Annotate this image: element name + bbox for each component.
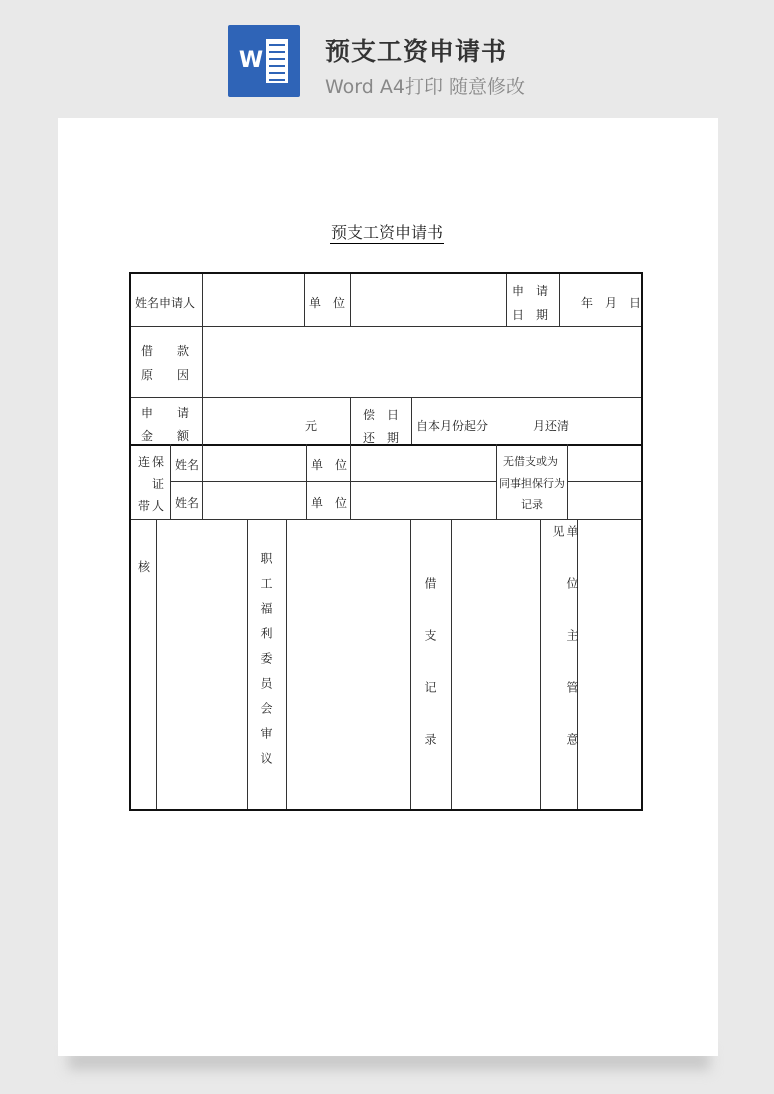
document-title: 预支工资申请书 bbox=[330, 223, 443, 242]
guarantor-label-c: 证 bbox=[152, 477, 165, 491]
guarantor-label-e: 人 bbox=[152, 499, 165, 513]
word-icon: W bbox=[228, 25, 300, 97]
reason-label-top: 借 款 bbox=[141, 344, 190, 358]
applicant-name-label: 姓名申请人 bbox=[135, 296, 196, 310]
reason-field[interactable] bbox=[203, 327, 641, 397]
record-line-1: 无借支或为 bbox=[503, 455, 558, 468]
page-header bbox=[0, 0, 774, 110]
application-form bbox=[129, 272, 643, 811]
verify-label: 核 bbox=[138, 560, 151, 574]
guarantor-unit-label-2: 单 位 bbox=[311, 496, 348, 510]
app-subtitle: Word A4打印 随意修改 bbox=[325, 76, 526, 98]
unit-field[interactable] bbox=[351, 274, 506, 326]
repay-label-top: 偿 日 bbox=[363, 408, 400, 422]
app-title: 预支工资申请书 bbox=[325, 37, 508, 66]
apply-date-label-bottom: 日 期 bbox=[512, 308, 549, 322]
document-page bbox=[58, 118, 718, 1056]
apply-date-label-top: 申 请 bbox=[512, 284, 549, 298]
guarantor-name-label-2: 姓名 bbox=[175, 496, 200, 510]
guarantor-label-a: 连 bbox=[138, 455, 151, 469]
guarantor-unit-label-1: 单 位 bbox=[311, 458, 348, 472]
record-line-3: 记录 bbox=[521, 498, 543, 511]
amount-unit: 元 bbox=[305, 419, 318, 433]
reason-label-bottom: 原 因 bbox=[141, 368, 190, 382]
guarantor-name-label-1: 姓名 bbox=[175, 458, 200, 472]
repay-start-text: 自本月份起分 bbox=[416, 419, 489, 433]
guarantor-label-d: 带 bbox=[138, 499, 151, 513]
repay-end-text: 月还清 bbox=[533, 419, 570, 433]
apply-date-field[interactable]: 年 月 日 bbox=[581, 296, 642, 310]
record-line-2: 同事担保行为 bbox=[499, 477, 565, 490]
supervisor-opinion-label: 单位主管意见 bbox=[551, 525, 579, 785]
amount-label-bottom: 金 额 bbox=[141, 429, 190, 443]
applicant-name-field[interactable] bbox=[203, 274, 304, 326]
unit-label: 单 位 bbox=[309, 296, 346, 310]
repay-label-bottom: 还 期 bbox=[363, 431, 400, 445]
loan-record-label: 借支记录 bbox=[423, 577, 437, 785]
guarantor-label-b: 保 bbox=[152, 455, 165, 469]
amount-label-top: 申 请 bbox=[141, 406, 190, 420]
welfare-committee-label: 职工福利委员会审议 bbox=[259, 552, 273, 777]
